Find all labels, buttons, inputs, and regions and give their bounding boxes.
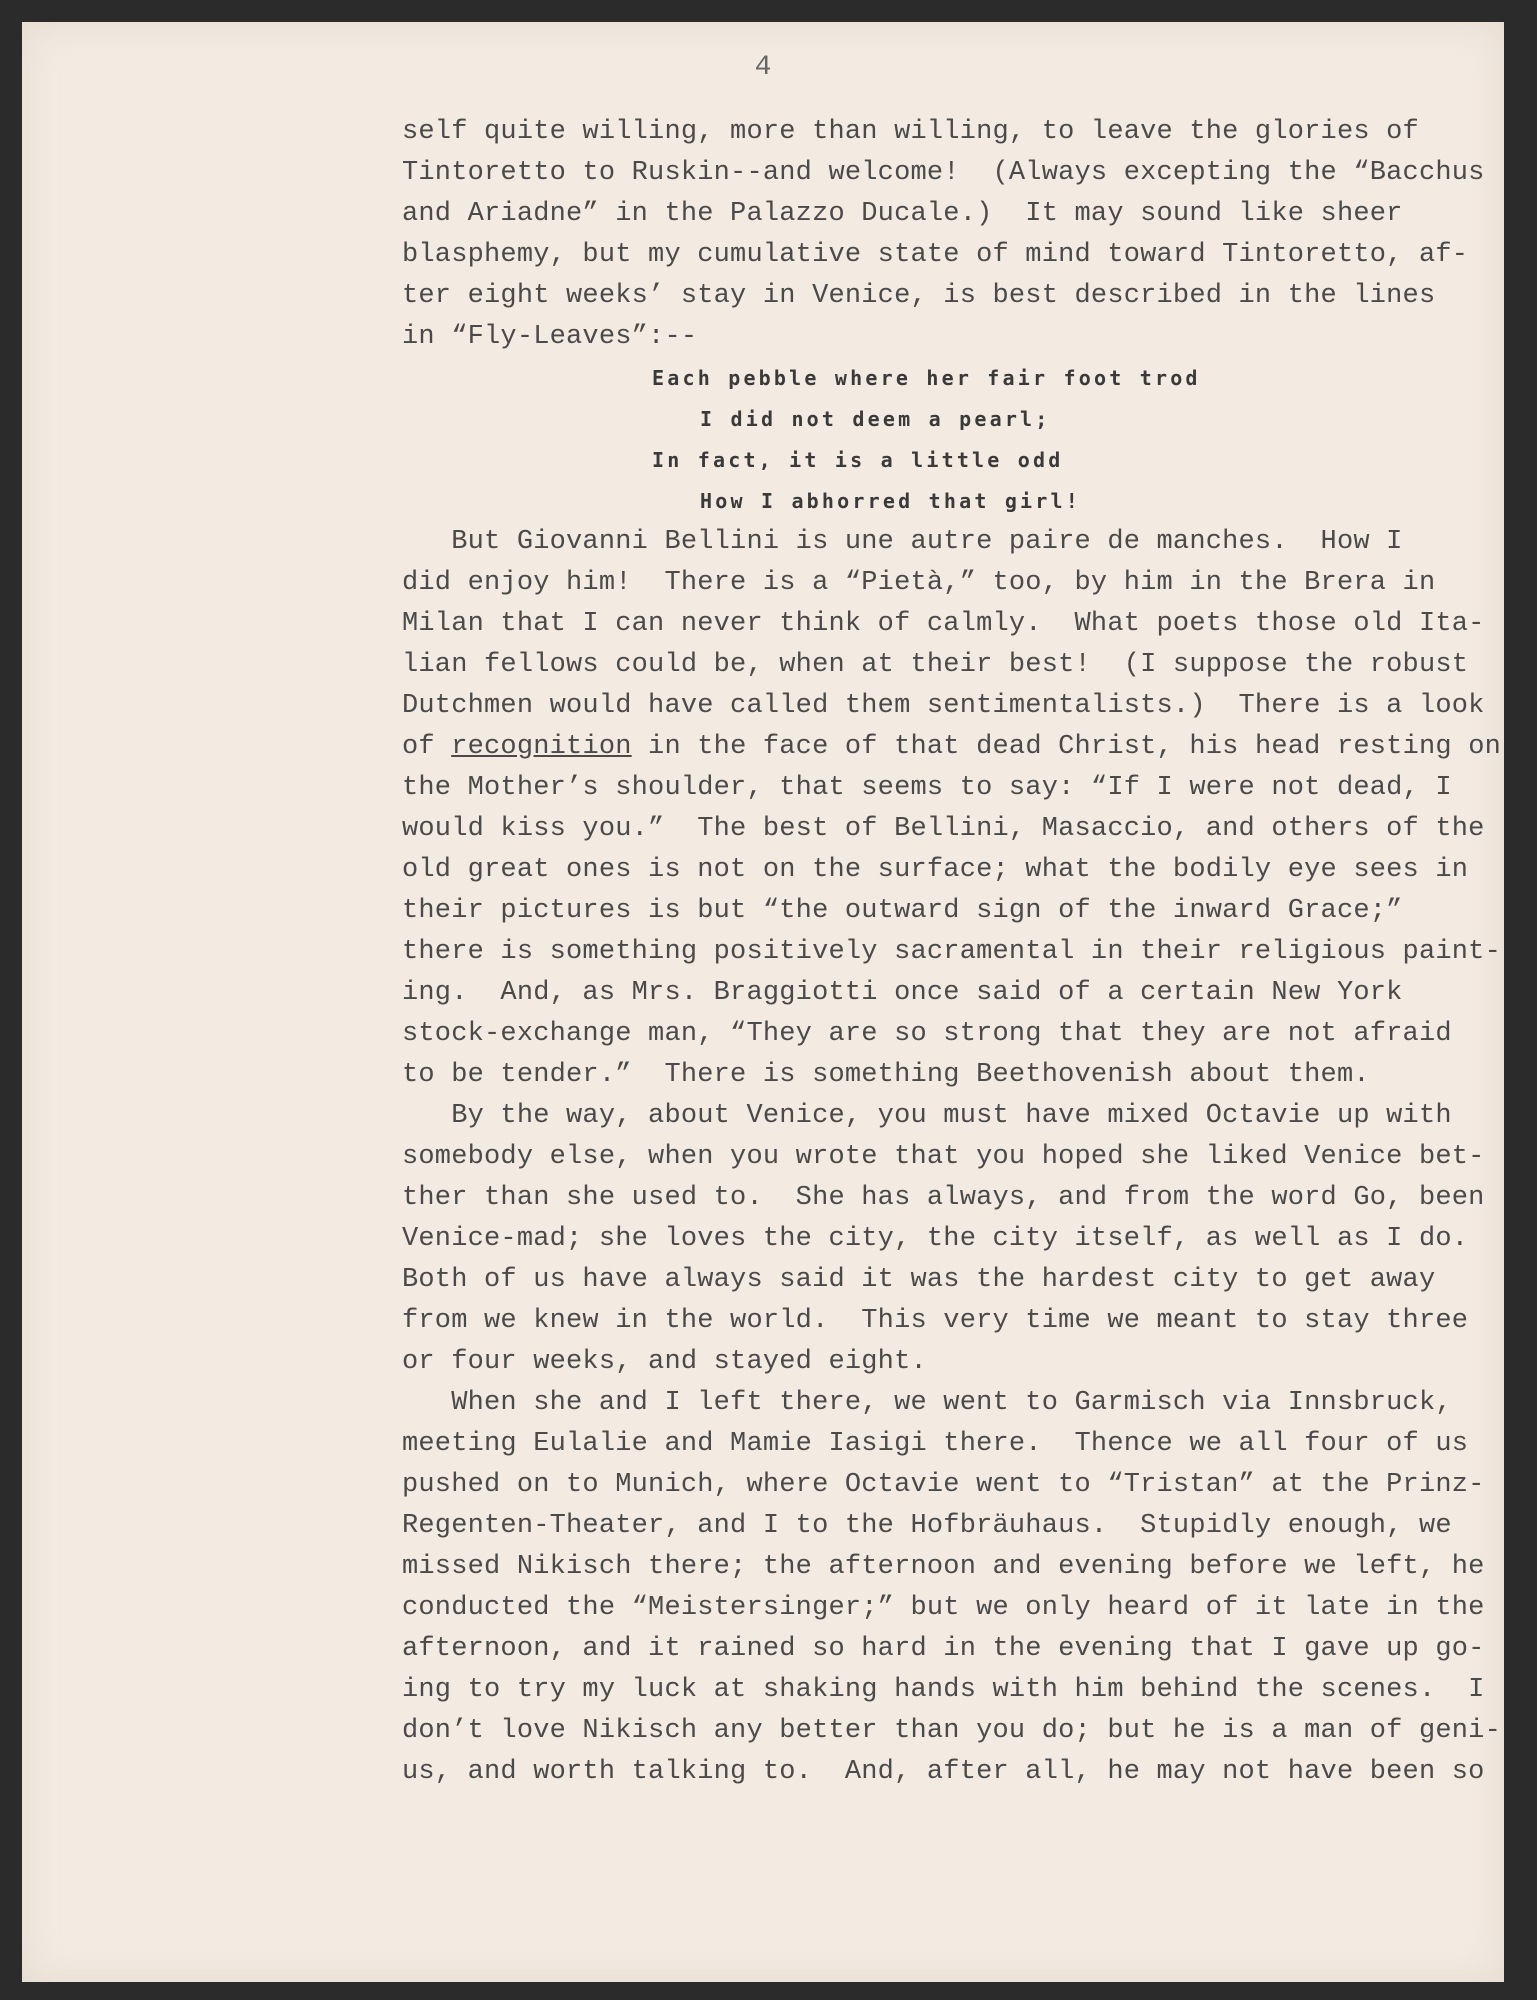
- poem-line: In fact, it is a little odd: [652, 448, 1064, 472]
- text-line: in “Fly-Leaves”:--: [402, 322, 698, 352]
- text-line: pushed on to Munich, where Octavie went to “Tristan” at the Prinz-: [402, 1470, 1485, 1500]
- text-line: lian fellows could be, when at their best! (I suppose the robust: [402, 650, 1469, 680]
- text-line: their pictures is but “the outward sign of the inward Grace;”: [402, 896, 1403, 926]
- underlined-word: recognition: [451, 732, 632, 762]
- paragraph-4: [402, 1383, 1512, 1793]
- text-line: Dutchmen would have called them sentimentalists.) There is a look: [402, 691, 1485, 721]
- poem-line: How I abhorred that girl!: [700, 489, 1082, 513]
- text-fragment: of: [402, 732, 452, 762]
- text-line: ing to try my luck at shaking hands with him behind the scenes. I: [402, 1675, 1485, 1705]
- paragraph-2: [402, 522, 1512, 1096]
- text-line: By the way, about Venice, you must have mixed Octavie up with: [402, 1101, 1452, 1131]
- text-line: ing. And, as Mrs. Braggiotti once said of a certain New York: [402, 978, 1403, 1008]
- text-line: missed Nikisch there; the afternoon and evening before we left, he: [402, 1552, 1485, 1582]
- poem-line: I did not deem a pearl;: [700, 407, 1051, 431]
- text-line: or four weeks, and stayed eight.: [402, 1347, 927, 1377]
- text-line: stock-exchange man, “They are so strong that they are not afraid: [402, 1019, 1452, 1049]
- text-line: would kiss you.” The best of Bellini, Masaccio, and others of the: [402, 814, 1485, 844]
- paragraph-1: [402, 112, 1512, 358]
- text-line: did enjoy him! There is a “Pietà,” too, by him in the Brera in: [402, 568, 1436, 598]
- text-line: meeting Eulalie and Mamie Iasigi there. Thence we all four of us: [402, 1429, 1469, 1459]
- paragraph-3: [402, 1096, 1512, 1383]
- text-line: conducted the “Meistersinger;” but we only heard of it late in the: [402, 1593, 1485, 1623]
- text-line: us, and worth talking to. And, after all, he may not have been so: [402, 1757, 1485, 1787]
- poem-line: Each pebble where her fair foot trod: [652, 366, 1201, 390]
- text-line: old great ones is not on the surface; what the bodily eye sees in: [402, 855, 1469, 885]
- text-line: and Ariadne” in the Palazzo Ducale.) It may sound like sheer: [402, 199, 1403, 229]
- text-line: afternoon, and it rained so hard in the evening that I gave up go-: [402, 1634, 1485, 1664]
- text-line: ther than she used to. She has always, and from the word Go, been: [402, 1183, 1485, 1213]
- text-line: Both of us have always said it was the hardest city to get away: [402, 1265, 1436, 1295]
- text-line: there is something positively sacramental in their religious paint-: [402, 937, 1501, 967]
- text-line: don’t love Nikisch any better than you do; but he is a man of geni-: [402, 1716, 1501, 1746]
- text-line: ter eight weeks’ stay in Venice, is best described in the lines: [402, 281, 1436, 311]
- poem-quotation: [402, 358, 1512, 522]
- page-body: [402, 112, 1512, 1793]
- text-line: When she and I left there, we went to Garmisch via Innsbruck,: [402, 1388, 1452, 1418]
- text-line: from we knew in the world. This very time we meant to stay three: [402, 1306, 1469, 1336]
- text-fragment: in the face of that dead Christ, his head resting on: [631, 732, 1501, 762]
- text-line: somebody else, when you wrote that you hoped she liked Venice bet-: [402, 1142, 1485, 1172]
- text-line: self quite willing, more than willing, to leave the glories of: [402, 117, 1419, 147]
- text-line: the Mother’s shoulder, that seems to say: “If I were not dead, I: [402, 773, 1452, 803]
- text-line: But Giovanni Bellini is une autre paire de manches. How I: [402, 527, 1403, 557]
- text-line: Tintoretto to Ruskin--and welcome! (Always excepting the “Bacchus: [402, 158, 1485, 188]
- page-number: 4: [754, 52, 772, 83]
- typescript-page: [22, 22, 1504, 1982]
- text-line: Regenten-Theater, and I to the Hofbräuhaus. Stupidly enough, we: [402, 1511, 1452, 1541]
- text-line: Venice-mad; she loves the city, the city itself, as well as I do.: [402, 1224, 1469, 1254]
- text-line: to be tender.” There is something Beethovenish about them.: [402, 1060, 1370, 1090]
- text-line-with-underline: [402, 727, 1512, 768]
- text-line: blasphemy, but my cumulative state of mind toward Tintoretto, af-: [402, 240, 1469, 270]
- text-line: Milan that I can never think of calmly. What poets those old Ita-: [402, 609, 1485, 639]
